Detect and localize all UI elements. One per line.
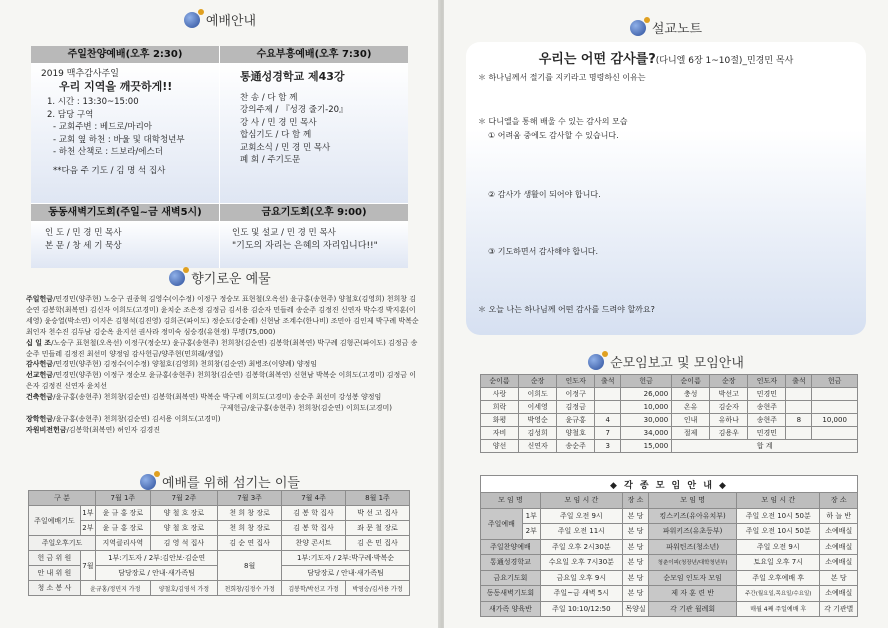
- offerings-list: [26, 294, 422, 436]
- wednesday-worship-box: 통通성경학교 제43강 찬 송 / 다 함 께 강의주제 / 『성경 줄기-20』 강 사 / 민 경 민 목사 합심기도 / 다 함 께 교회소식 / 민 경 민 목사 폐 회 / 주기도문: [220, 63, 408, 203]
- bullet-icon: [169, 270, 185, 286]
- sermon-question: ＊ 하나님께서 절기를 지키라고 명령하신 이유는: [478, 73, 646, 82]
- table-row: 자비 김성희 양철호 7 34,000 절제 김용우 민경민: [481, 427, 858, 440]
- offering-entry: 장학헌금/윤규홍(송현주) 천희창(김순연) 김서용 이희도(고경미): [26, 414, 221, 423]
- sermon-point: ③ 기도하면서 감사해야 합니다.: [488, 247, 599, 256]
- sermon-question: ＊ 다니엘을 통해 배울 수 있는 감사의 모습: [478, 117, 628, 126]
- sermon-note-box: [466, 42, 866, 335]
- table-row: 통通성경학교 수요일 오후 7시30분 본 당 청춘이피(청장년/대학청년부) 토요일 오후 7시 소예배실: [481, 555, 858, 571]
- sunday-worship-header: 주일찬양예배(오후 2:30): [31, 46, 219, 63]
- table-row: 2부 주일 오전 11시 본 당 파워키즈(유초등부) 주일 오전 10시 50분 소예배실: [481, 524, 858, 540]
- worship-boxes: [31, 46, 408, 268]
- table-row: 화평 박영순 윤규홍 4 30,000 인내 유하나 송현주 8 10,000: [481, 414, 858, 427]
- table-row: 헌 금 위 원 7월 1부:기도자 / 2부:김안보·김순연 8월 1부:기도자 / 2부:박구례·박복순: [29, 551, 410, 566]
- sunday-worship-box: 2019 맥추감사주일 우리 지역을 깨끗하게!! 1. 시간 : 13:30~15:00 2. 담당 구역 - 교회주변 : 베드로/마리아 - 교회 옆 하천 : 바울 및 대학청년부 - 하천 산책로 : 드보라/에스더 **다음 주 기도 / 김 명 석 집사: [31, 63, 219, 203]
- wednesday-worship-header: 수요부흥예배(오후 7:30): [220, 46, 408, 63]
- table-row: 안 내 위 원 담당장로 / 안내·새가족팀 담당장로 / 안내·새가족팀: [29, 566, 410, 581]
- servers-table: [28, 490, 410, 596]
- offering-entry: 선교헌금/민경민(양주현) 이정구 정순모 윤규홍(송현주) 천희창(김순연) 김봉학(최복연) 신현남 박복순 이희도(고경미) 김정금 이은자 김정진 신연자 윤치선: [26, 371, 417, 391]
- table-row: 청 소 봉 사 윤규홍/정민지 가정 양철호/김영석 가정 천희창/김정수 가정 김봉학/박선고 가정 박영승/김서용 가정: [29, 581, 410, 596]
- table-row: 주일찬양예배 주일 오후 2시30분 본 당 파워틴즈(청소년) 주일 오전 9시 소예배실: [481, 539, 858, 555]
- sermon-heading: 우리는 어떤 감사를?(다니엘 6장 1~10절)_민경민 목사: [538, 52, 794, 67]
- sermon-note-title: 설교노트: [444, 18, 888, 37]
- table-row: 희락 이세영 김정금 10,000 온유 김순자 송현주: [481, 401, 858, 414]
- table-row: 새가족 양육반 주일 10:10/12:50 목양실 각 기관 월례회 매월 4째 주일예배 후 각 기관별: [481, 601, 858, 617]
- offering-entry: 자원비전헌금/김봉학(최복연) 허인자 김경진: [26, 425, 160, 434]
- dawn-prayer-header: 동동새벽기도회(주일~금 새벽5시): [31, 204, 219, 221]
- table-header-row: 구 분 7월 1주 7월 2주 7월 3주 7월 4주 8월 1주: [29, 491, 410, 506]
- table-row: 양선 신연자 송순주 3 15,000 합 계: [481, 440, 858, 453]
- sermon-point: ② 감사가 생활이 되어야 합니다.: [488, 190, 601, 199]
- offering-entry: 감사헌금/민경민(양주현) 김정수(이수정) 양철호(김영희) 천희창(김순연) 최병조(이양례) 양정임: [26, 360, 318, 369]
- table-row: 주일오후기도 지역클리사역 김 영 석 집사 김 순 연 집사 찬양 콘서트 김 은 민 집사: [29, 536, 410, 551]
- worship-guide-title: 예배안내: [0, 10, 440, 29]
- table-header-row: 모 임 명 모 임 시 간 장 소 모 임 명 모 임 시 간 장 소: [481, 493, 858, 509]
- offering-entry: 구제헌금/윤규홍(송현주) 천희창(김순연) 이희도(고경미): [220, 404, 392, 413]
- table-header-row: 순이름 순장 인도자 출석 헌금 순이름 순장 인도자 출석 헌금: [481, 375, 858, 388]
- total-label: 합 계: [672, 440, 858, 453]
- table-row: 금요기도회 금요일 오후 9시 본 당 순모임 인도자 모임 주일 오후예배 후 본 당: [481, 570, 858, 586]
- group-report-table: [480, 374, 858, 453]
- offering-entry: 십 일 조/노승구 표현철(오옥선) 이정구(정순모) 윤규홍(송현주) 천희창(김순연) 김봉학(최복연) 박구례 김형곤(파이도) 김정금 송순주 민들레 김정진 최선미 양정임 감사헌금/양주현(민희래/생일): [26, 338, 418, 358]
- friday-prayer-header: 금요기도회(오후 9:00): [220, 204, 408, 221]
- table-row: 동동새벽기도회 주일~금 새벽 5시 본 당 제 자 훈 련 반 주간(월요일,목요일/수요일) 소예배실: [481, 586, 858, 602]
- sermon-question: ＊ 오늘 나는 하나님께 어떤 감사를 드려야 할까요?: [478, 305, 655, 314]
- bullet-icon: [630, 20, 646, 36]
- meetings-table: [480, 475, 858, 617]
- offerings-title: 향기로운 예물: [0, 268, 440, 287]
- table-row: 2부 윤 규 홍 장로 양 철 호 장로 천 희 창 장로 김 봉 학 집사 좌 문 철 장로: [29, 521, 410, 536]
- dawn-prayer-box: 인 도 / 민 경 민 목사 본 문 / 창 세 기 묵상: [31, 221, 219, 268]
- table-row: 주일예배기도 1부 윤 규 홍 장로 양 철 호 장로 천 희 창 장로 김 봉 학 집사 박 선 고 집사: [29, 506, 410, 521]
- group-report-title: 순모임보고 및 모임안내: [444, 352, 888, 371]
- meetings-title-row: ◆ 각 종 모 임 안 내 ◆: [481, 476, 858, 493]
- bullet-icon: [184, 12, 200, 28]
- servers-title: 예배를 위해 섬기는 이들: [0, 472, 440, 491]
- bullet-icon: [588, 354, 604, 370]
- friday-prayer-box: 인도 및 설교 / 민 경 민 목사 "기도의 자리는 은혜의 자리입니다!!": [220, 221, 408, 268]
- offering-entry: 주일헌금/민경민(양주현) 노승구 권종혁 김영수(이수정) 이정구 정승모 표현철(오옥선) 윤규홍(송현주) 양철호(김영희) 천희창 김순연 김봉학(최복연) 김신자 이희도(고경미) 윤치순 조은정 김정금 김서용 김순자 민들레 송순주 김정진 신연자 박수경 박지훈(이세영) 윤승열(박소연) 이지은 김형석(김진영) 김희곤(파이도) 정순도(강순례) 신현남 조계수(한나비) 조민아 김인제 박구례 박복순 최인자 천수진 김두남 김순옥 윤지선 권사라 정미숙 심승경(유현정) 무명(75,000): [26, 295, 419, 336]
- left-page: [0, 0, 440, 628]
- bullet-icon: [140, 474, 156, 490]
- table-row: 사랑 이희도 이정구 26,000 충성 박선고 민경민: [481, 388, 858, 401]
- offering-entry: 건축헌금/윤규홍(송현주) 천희창(김순연) 김봉학(최복연) 박복순 박구례 이희도(고경미) 송순주 최선미 강성봉 양정임: [26, 393, 382, 402]
- table-row: 주일예배 1부 주일 오전 9시 본 당 킹스키즈(유아유치부) 주일 오전 10시 50분 하 늘 반: [481, 508, 858, 524]
- sermon-point: ① 어려움 중에도 감사할 수 있습니다.: [488, 131, 619, 140]
